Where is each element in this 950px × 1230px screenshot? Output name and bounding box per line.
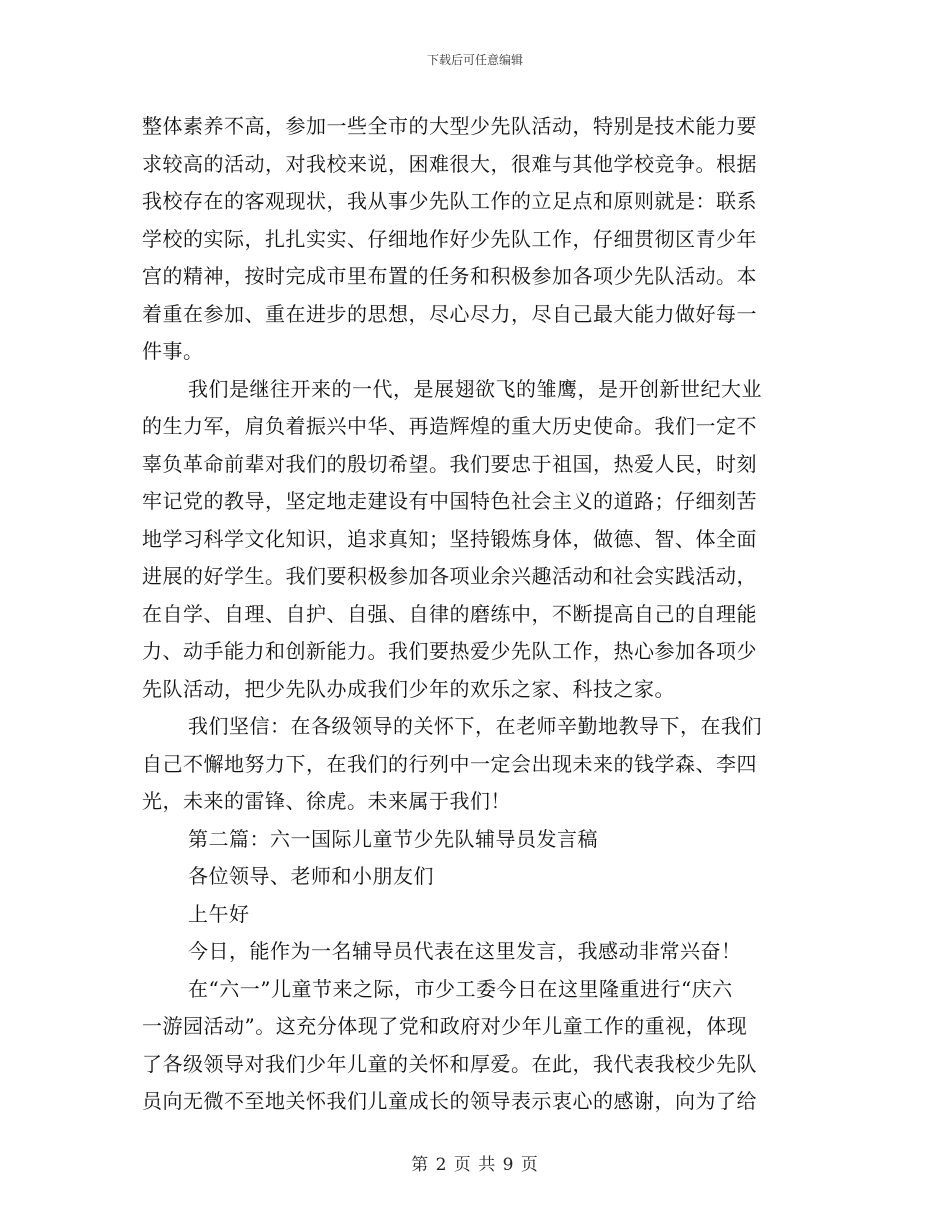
body-line: 我校存在的客观现状，我从事少先队工作的立足点和原则就是：联系 xyxy=(142,189,757,213)
body-line: 着重在参加、重在进步的思想，尽心尽力，尽自己最大能力做好每一 xyxy=(142,301,757,326)
body-line: 今日，能作为一名辅导员代表在这里发言，我感动非常兴奋！ xyxy=(188,939,742,963)
body-line: 了各级领导对我们少年儿童的关怀和厚爱。在此，我代表我校少先队 xyxy=(142,1051,757,1076)
page-number: 第 2 页 共 9 页 xyxy=(411,1155,539,1175)
body-line: 进展的好学生。我们要积极参加各项业余兴趣活动和社会实践活动， xyxy=(142,564,757,588)
document-body xyxy=(142,108,808,1121)
page-header-note: 下载后可任意编辑 xyxy=(426,53,523,67)
body-line: 自己不懈地努力下，在我们的行列中一定会出现未来的钱学森、李四 xyxy=(142,751,757,776)
body-line: 地学习科学文化知识，追求真知；坚持锻炼身体，做德、智、体全面 xyxy=(142,526,757,551)
body-line: 牢记党的教导，坚定地走建设有中国特色社会主义的道路；仔细刻苦 xyxy=(142,489,757,513)
body-line: 在自学、自理、自护、自强、自律的磨练中，不断提高自己的自理能 xyxy=(142,601,757,626)
body-line: 我们是继往开来的一代，是展翅欲飞的雏鹰，是开创新世纪大业 xyxy=(188,376,762,401)
body-line: 先队活动，把少先队办成我们少年的欢乐之家、科技之家。 xyxy=(142,676,675,701)
body-line: 学校的实际，扎扎实实、仔细地作好少先队工作，仔细贯彻区青少年 xyxy=(142,226,757,251)
body-line: 我们坚信：在各级领导的关怀下，在老师辛勤地教导下，在我们 xyxy=(188,714,762,738)
body-line: 在“六一”儿童节来之际，市少工委今日在这里隆重进行“庆六 xyxy=(188,976,733,1001)
body-line: 求较高的活动，对我校来说，困难很大，很难与其他学校竞争。根据 xyxy=(142,151,757,176)
body-line: 员向无微不至地关怀我们儿童成长的领导表示衷心的感谢，向为了给 xyxy=(142,1089,757,1113)
body-line: 整体素养不高，参加一些全市的大型少先队活动，特别是技术能力要 xyxy=(142,114,757,138)
greeting: 上午好 xyxy=(188,901,250,926)
body-line: 力、动手能力和创新能力。我们要热爱少先队工作，热心参加各项少 xyxy=(142,639,757,663)
salutation: 各位领导、老师和小朋友们 xyxy=(188,864,434,888)
body-line: 一游园活动”。这充分体现了党和政府对少年儿童工作的重视，体现 xyxy=(142,1014,748,1038)
body-line: 件事。 xyxy=(142,339,204,363)
section-heading: 第二篇：六一国际儿童节少先队辅导员发言稿 xyxy=(188,826,598,851)
body-line: 的生力军，肩负着振兴中华、再造辉煌的重大历史使命。我们一定不 xyxy=(142,414,757,438)
body-line: 光，未来的雷锋、徐虎。未来属于我们！ xyxy=(142,789,511,813)
body-line: 辜负革命前辈对我们的殷切希望。我们要忠于祖国，热爱人民，时刻 xyxy=(142,451,757,476)
body-line: 宫的精神，按时完成市里布置的任务和积极参加各项少先队活动。本 xyxy=(142,264,757,288)
